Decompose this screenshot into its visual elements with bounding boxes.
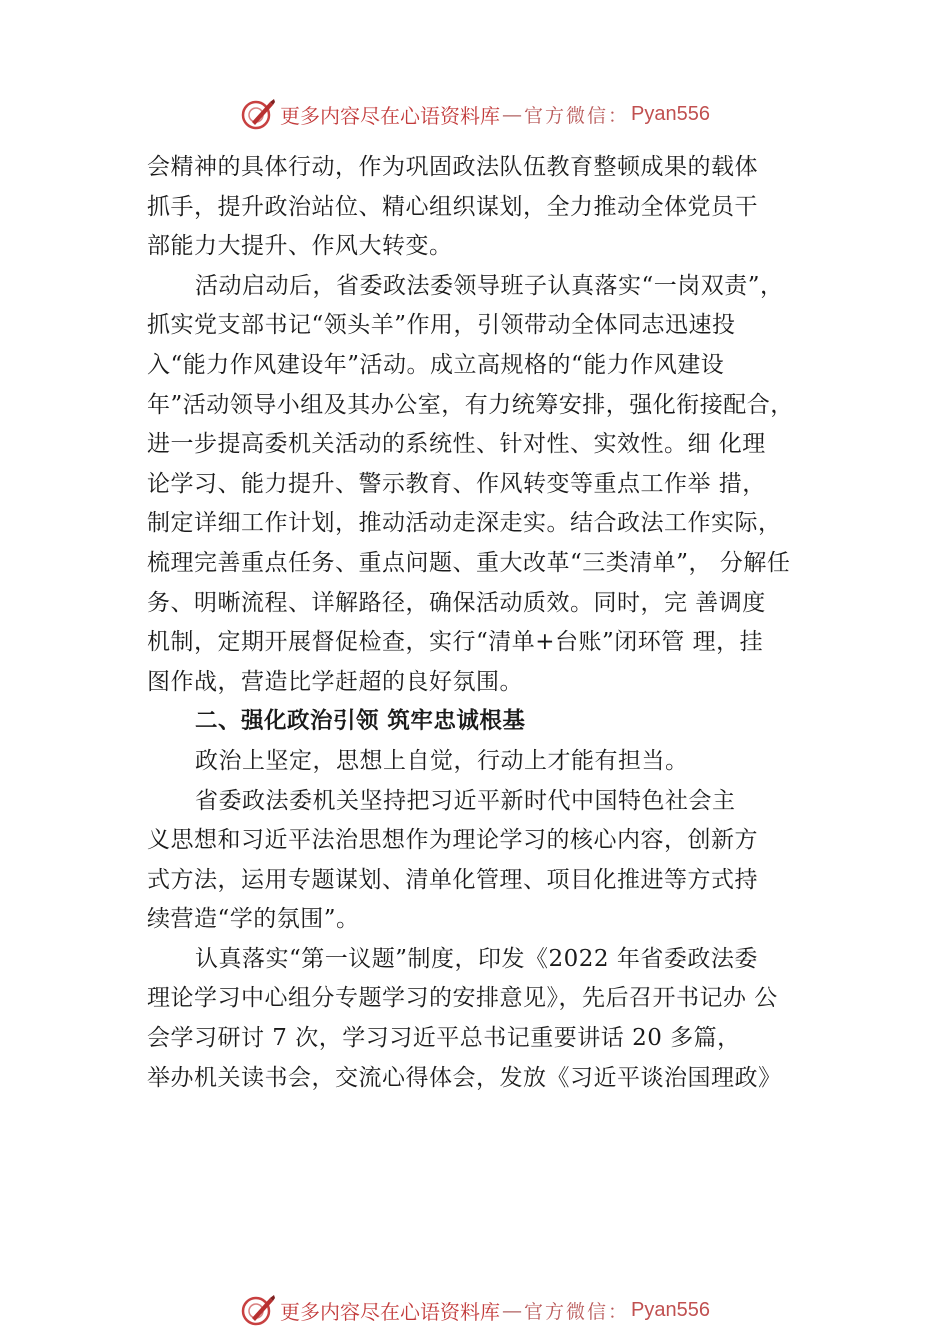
text-line: 梳理完善重点任务、重点问题、重大改革“三类清单”， 分解任 xyxy=(147,549,791,576)
banner-dash: — xyxy=(502,102,522,126)
text-line: 入“能力作风建设年”活动。成立高规格的“能力作风建设 xyxy=(147,351,725,378)
paragraph xyxy=(147,267,847,703)
text-line: 认真落实“第一议题”制度，印发《2022 年省委政法委 xyxy=(195,945,758,972)
text-line: 抓手，提升政治站位、精心组织谋划，全力推动全体党员干 xyxy=(147,193,758,220)
paragraph xyxy=(147,148,847,267)
banner-wechat-id: Pyan556 xyxy=(631,1298,710,1321)
banner-main-text: 更多内容尽在心语资料库 xyxy=(280,103,500,128)
text-line: 续营造“学的氛围”。 xyxy=(147,906,360,933)
text-line: 部能力大提升、作风大转变。 xyxy=(147,233,453,260)
banner-wechat-id: Pyan556 xyxy=(631,102,710,125)
text-line: 图作战，营造比学赶超的良好氛围。 xyxy=(147,668,523,695)
text-line: 省委政法委机关坚持把习近平新时代中国特色社会主 xyxy=(195,787,736,814)
watermark-banner-bottom xyxy=(0,1290,950,1330)
pen-logo-icon xyxy=(240,1292,276,1328)
text-line: 务、明晰流程、详解路径，确保活动质效。同时，完 善调度 xyxy=(147,589,766,616)
heading-line: 二、强化政治引领 筑牢忠诚根基 xyxy=(195,708,526,735)
text-line: 政治上坚定，思想上自觉，行动上才能有担当。 xyxy=(195,747,689,774)
text-line: 活动启动后，省委政法委领导班子认真落实“一岗双责”， xyxy=(195,272,784,299)
text-line: 论学习、能力提升、警示教育、作风转变等重点工作举 措， xyxy=(147,470,766,497)
text-line: 式方法，运用专题谋划、清单化管理、项目化推进等方式持 xyxy=(147,866,758,893)
banner-main-text: 更多内容尽在心语资料库 xyxy=(280,1299,500,1324)
pen-logo-icon xyxy=(240,96,276,132)
text-line: 抓实党支部书记“领头羊”作用，引领带动全体同志迅速投 xyxy=(147,312,736,339)
text-line: 理论学习中心组分专题学习的安排意见》，先后召开书记办 公 xyxy=(147,985,778,1012)
banner-sub-text: 官方微信： xyxy=(524,104,630,127)
text-line: 会精神的具体行动，作为巩固政法队伍教育整顿成果的载体 xyxy=(147,154,758,180)
text-line: 制定详细工作计划，推动活动走深走实。结合政法工作实际， xyxy=(147,510,782,537)
text-line: 会学习研讨 7 次，学习习近平总书记重要讲话 20 多篇， xyxy=(147,1025,741,1052)
paragraph xyxy=(147,782,847,940)
text-line: 机制，定期开展督促检查，实行“清单+台账”闭环管 理，挂 xyxy=(147,629,764,656)
document-body xyxy=(147,148,847,1098)
watermark-banner-top xyxy=(0,94,950,134)
section-heading xyxy=(147,702,847,742)
paragraph xyxy=(147,742,847,782)
paragraph xyxy=(147,940,847,1098)
text-line: 举办机关读书会，交流心得体会，发放《习近平谈治国理政》 xyxy=(147,1064,782,1091)
text-line: 义思想和习近平法治思想作为理论学习的核心内容，创新方 xyxy=(147,827,758,854)
text-line: 进一步提高委机关活动的系统性、针对性、实效性。细 化理 xyxy=(147,431,766,458)
text-line: 年”活动领导小组及其办公室，有力统筹安排，强化衔接配合， xyxy=(147,391,794,418)
banner-sub-text: 官方微信： xyxy=(524,1300,630,1323)
banner-dash: — xyxy=(502,1298,522,1322)
